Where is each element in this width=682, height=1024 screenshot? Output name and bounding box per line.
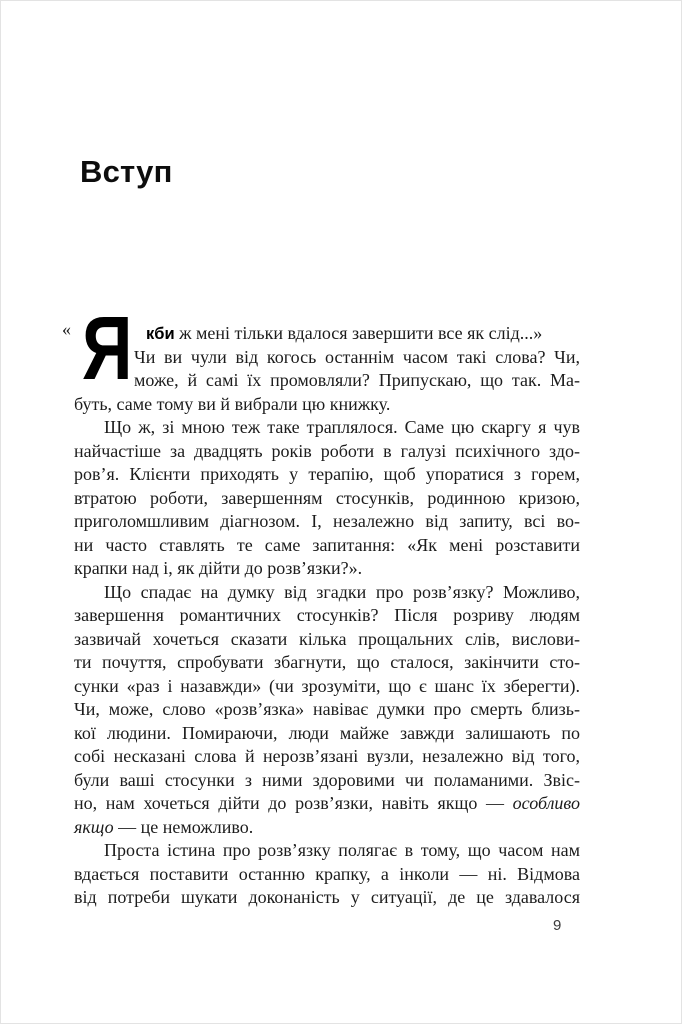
paragraph-3: [74, 581, 580, 840]
dropcap-letter: Я: [82, 299, 133, 399]
text-line: [74, 440, 580, 464]
text-run: Що ж, зі мною теж таке траплялося. Саме цю скаргу я чув: [104, 417, 580, 437]
text-line: [74, 745, 580, 769]
text-run: завершення романтичних стосунків? Після розриву людям: [74, 605, 580, 625]
text-run: ж мені тільки вдалося завершити все як слід...»: [174, 323, 543, 343]
paragraph-2: [74, 416, 580, 581]
text-run: може, й самі їх промовляли? Припускаю, що так. Ма-: [134, 370, 580, 390]
text-run: Чи, може, слово «розв’язка» навіває думки про смерть близь-: [74, 699, 580, 719]
text-run: крапки над і, як дійти до розв’язки?».: [74, 558, 363, 578]
text-line: [74, 604, 580, 628]
text-run: кої людини. Помираючи, люди майже завжди залишають по: [74, 722, 580, 743]
text-line: [74, 510, 580, 534]
text-run: Проста істина про розв’язку полягає в тому, що часом нам: [104, 840, 580, 860]
text-line: [74, 534, 580, 558]
text-line: [74, 816, 580, 840]
text-run: втратою роботи, завершенням стосунків, родинною кризою,: [74, 487, 580, 508]
text-run: від потреби шукати доконаність у ситуації, де це здавалося: [74, 887, 580, 907]
text-run: буть, саме тому ви й вибрали цю книжку.: [74, 393, 391, 414]
text-line: [74, 651, 580, 675]
text-line: [74, 369, 580, 393]
text-run: були ваші стосунки з ними здоровими чи поламаними. Звіс-: [74, 769, 580, 790]
text-line: [74, 463, 580, 487]
text-run: собі несказані слова й нерозв’язані вузли, незалежно від того,: [74, 746, 580, 766]
chapter-title: Вступ: [80, 153, 173, 189]
text-line: [74, 769, 580, 793]
text-run: Чи ви чули від когось останнім часом такі слова? Чи,: [134, 346, 580, 367]
text-line: [74, 863, 580, 887]
italic-run: якщо: [74, 816, 114, 837]
text-run: ти почуття, спробувати збагнути, що сталося, закінчити сто-: [74, 652, 580, 672]
text-line: [74, 675, 580, 699]
text-line: [74, 487, 580, 511]
text-line: [74, 416, 580, 440]
italic-run: особливо: [512, 793, 580, 813]
text-run: зазвичай хочеться сказати кілька прощальних слів, вислови-: [74, 628, 580, 649]
paragraph-dropcap: [74, 322, 580, 416]
text-run: приголомшливим діагнозом. І, незалежно від запиту, всі во-: [74, 511, 580, 531]
page-number: 9: [553, 917, 562, 934]
text-line: [74, 628, 580, 652]
text-line: [74, 581, 580, 605]
text-run: ни часто ставлять те саме запитання: «Як мені розставити: [74, 534, 580, 555]
text-run: Що спадає на думку від згадки про розв’язку? Можливо,: [104, 581, 580, 602]
text-line: [74, 839, 580, 863]
page-body: [74, 322, 580, 910]
text-run: найчастіше за двадцять років роботи в галузі психічного здо-: [74, 440, 580, 461]
paragraph-4: [74, 839, 580, 910]
bold-run: кби: [146, 325, 175, 343]
text-run: ров’я. Клієнти приходять у терапію, щоб упоратися з горем,: [74, 464, 580, 484]
text-line: [74, 722, 580, 746]
opening-quote-mark: «: [62, 319, 71, 339]
text-line: [74, 393, 580, 417]
text-line: [74, 792, 580, 816]
text-run: вдається поставити останню крапку, а інколи — ні. Відмова: [74, 863, 580, 884]
text-line: [74, 322, 580, 346]
text-run: но, нам хочеться дійти до розв’язки, навіть якщо —: [74, 793, 513, 813]
text-run: — це неможливо.: [113, 816, 254, 837]
text-run: сунки «раз і назавжди» (чи зрозуміти, що є шанс їх зберегти).: [74, 675, 580, 696]
text-line: [74, 346, 580, 370]
text-line: [74, 886, 580, 910]
text-line: [74, 698, 580, 722]
text-line: [74, 557, 580, 581]
